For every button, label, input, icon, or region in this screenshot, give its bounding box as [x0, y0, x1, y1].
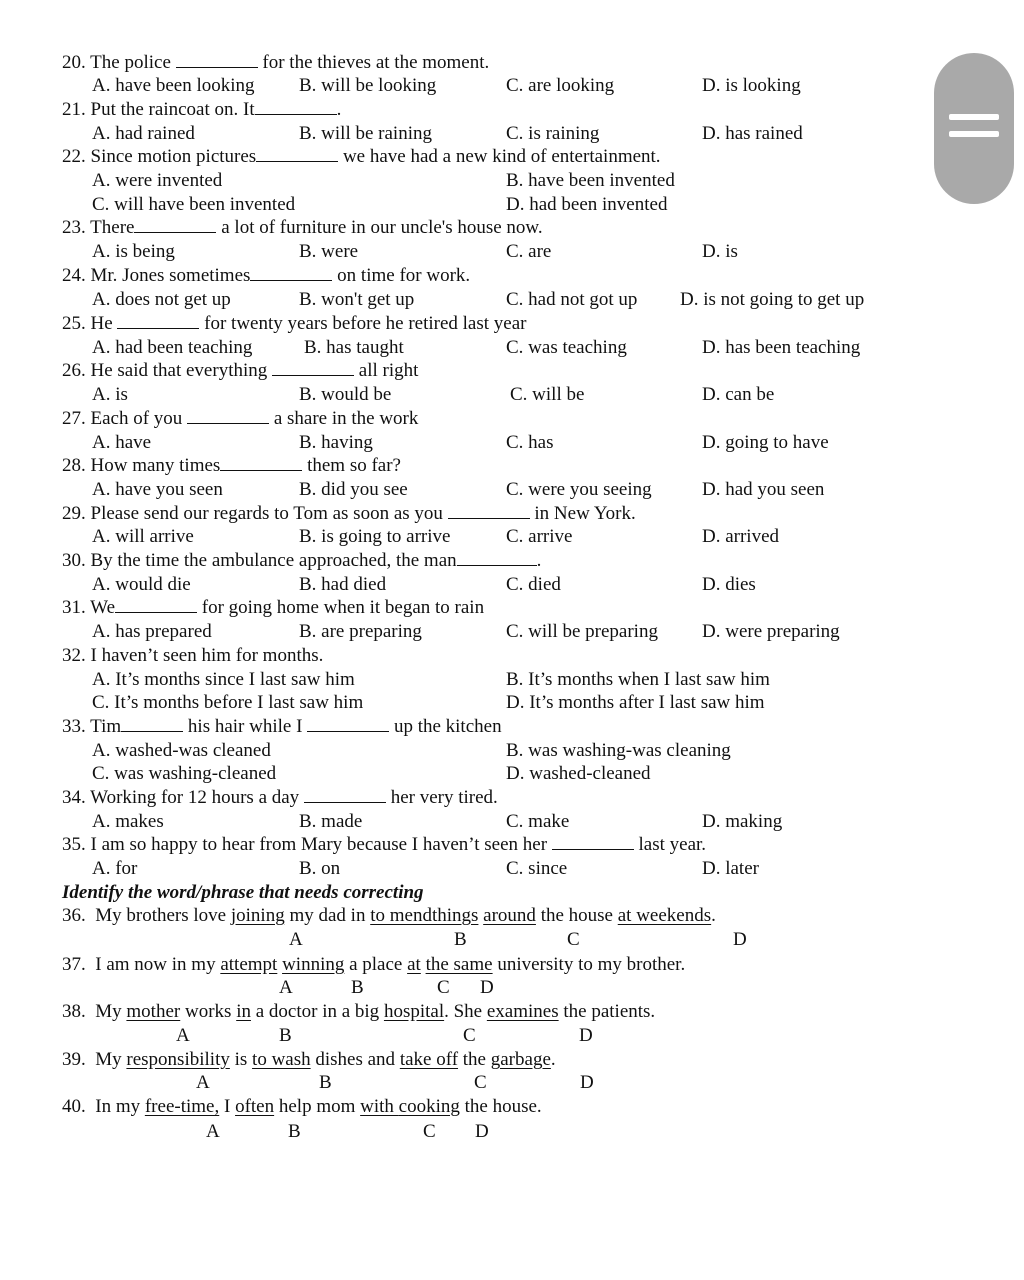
- letter-c: C: [474, 1072, 487, 1093]
- underlined-b[interactable]: to mendthings: [370, 905, 479, 926]
- question-stem: 29. Please send our regards to Tom as soon as you in New York.: [62, 503, 636, 524]
- underlined-b[interactable]: often: [235, 1096, 275, 1117]
- question-sentence: 37. I am now in my attempt winning a place at the same university to my brother.: [62, 954, 686, 975]
- letter-a: A: [289, 929, 303, 950]
- option-a[interactable]: A. have: [92, 432, 152, 453]
- option-b[interactable]: B. would be: [299, 384, 392, 405]
- option-d[interactable]: D. were preparing: [702, 621, 840, 642]
- underlined-a[interactable]: free-time,: [144, 1096, 220, 1117]
- option-a[interactable]: A. have you seen: [92, 479, 223, 500]
- question-stem: 30. By the time the ambulance approached, the man .: [62, 550, 542, 571]
- letter-d: D: [480, 977, 494, 998]
- option-b[interactable]: B. won't get up: [299, 289, 415, 310]
- letter-a: A: [176, 1025, 190, 1046]
- option-b[interactable]: B. did you see: [299, 479, 408, 500]
- underlined-c[interactable]: around: [483, 905, 536, 926]
- option-a[interactable]: A. It’s months since I last saw him: [92, 669, 355, 690]
- letter-c: C: [463, 1025, 476, 1046]
- option-d[interactable]: D. has been teaching: [702, 337, 861, 358]
- question-stem: 25. He for twenty years before he retired last year: [62, 313, 527, 334]
- option-d[interactable]: D. has rained: [702, 123, 803, 144]
- option-d[interactable]: D. washed-cleaned: [506, 763, 651, 784]
- option-d[interactable]: D. is looking: [702, 75, 801, 96]
- underlined-c[interactable]: at: [407, 954, 421, 975]
- option-b[interactable]: B. are preparing: [299, 621, 422, 642]
- letter-d: D: [579, 1025, 593, 1046]
- option-b[interactable]: B. had died: [299, 574, 387, 595]
- option-c[interactable]: C. are looking: [506, 75, 615, 96]
- option-c[interactable]: C. will have been invented: [92, 194, 296, 215]
- option-d[interactable]: D. is not going to get up: [680, 289, 865, 310]
- question-stem: 26. He said that everything all right: [62, 360, 419, 381]
- option-c[interactable]: C. will be: [510, 384, 585, 405]
- option-a[interactable]: A. does not get up: [92, 289, 231, 310]
- option-b[interactable]: B. have been invented: [506, 170, 675, 191]
- option-a[interactable]: A. is being: [92, 241, 175, 262]
- question-stem: 32. I haven’t seen him for months.: [62, 645, 324, 666]
- option-d[interactable]: D. arrived: [702, 526, 780, 547]
- letter-b: B: [288, 1121, 301, 1142]
- question-stem: 22. Since motion pictures we have had a new kind of entertainment.: [62, 146, 661, 167]
- section-title: Identify the word/phrase that needs correcting: [62, 882, 424, 903]
- option-c[interactable]: C. It’s months before I last saw him: [92, 692, 364, 713]
- option-a[interactable]: A. for: [92, 858, 138, 879]
- letter-b: B: [279, 1025, 292, 1046]
- option-b[interactable]: B. has taught: [304, 337, 404, 358]
- floating-menu-button[interactable]: [934, 53, 1014, 204]
- underlined-c[interactable]: with: [360, 1096, 399, 1117]
- letter-a: A: [196, 1072, 210, 1093]
- letter-c: C: [567, 929, 580, 950]
- letter-d: D: [475, 1121, 489, 1142]
- option-a[interactable]: A. has prepared: [92, 621, 212, 642]
- question-stem: 20. The police for the thieves at the moment.: [62, 52, 490, 73]
- option-b[interactable]: B. on: [299, 858, 341, 879]
- letter-c: C: [437, 977, 450, 998]
- option-c[interactable]: C. will be preparing: [506, 621, 658, 642]
- underlined-d[interactable]: cooking: [398, 1096, 460, 1117]
- underlined-a[interactable]: attempt: [220, 954, 278, 975]
- underlined-d[interactable]: at weekends: [617, 905, 712, 926]
- underlined-b[interactable]: to wash: [252, 1049, 311, 1070]
- letter-b: B: [319, 1072, 332, 1093]
- letter-d: D: [733, 929, 747, 950]
- question-sentence: 39. My responsibility is to wash dishes and take off the garbage.: [62, 1049, 556, 1070]
- letter-c: C: [423, 1121, 436, 1142]
- underlined-c[interactable]: take off: [399, 1049, 459, 1070]
- option-a[interactable]: A. will arrive: [92, 526, 194, 547]
- question-stem: 35. I am so happy to hear from Mary because I haven’t seen her last year.: [62, 834, 707, 855]
- question-sentence: 36. My brothers love joining my dad in to mendthings around the house at weekends.: [62, 905, 716, 926]
- option-b[interactable]: B. will be raining: [299, 123, 432, 144]
- underlined-a[interactable]: responsibility: [126, 1049, 230, 1070]
- question-stem: 33. Tim his hair while I up the kitchen: [62, 716, 502, 737]
- option-c[interactable]: C. was teaching: [506, 337, 627, 358]
- option-d[interactable]: D. It’s months after I last saw him: [506, 692, 765, 713]
- option-d[interactable]: D. later: [702, 858, 759, 879]
- underlined-d[interactable]: garbage: [490, 1049, 551, 1070]
- option-b[interactable]: B. is going to arrive: [299, 526, 451, 547]
- option-c[interactable]: C. had not got up: [506, 289, 638, 310]
- option-c[interactable]: C. has: [506, 432, 554, 453]
- option-b[interactable]: B. It’s months when I last saw him: [506, 669, 770, 690]
- option-d[interactable]: D. can be: [702, 384, 775, 405]
- letter-a: A: [279, 977, 293, 998]
- underlined-d[interactable]: the same: [425, 954, 493, 975]
- option-c[interactable]: C. died: [506, 574, 561, 595]
- question-sentence: 40. In my free-time, I often help mom with cooking the house.: [62, 1096, 542, 1117]
- question-stem: 31. We for going home when it began to rain: [62, 597, 485, 618]
- question-stem: 34. Working for 12 hours a day her very tired.: [62, 787, 498, 808]
- underlined-d[interactable]: examines: [486, 1001, 559, 1022]
- option-a[interactable]: A. had rained: [92, 123, 195, 144]
- letter-b: B: [454, 929, 467, 950]
- question-stem: 23. There a lot of furniture in our uncle's house now.: [62, 217, 543, 238]
- option-c[interactable]: C. are: [506, 241, 552, 262]
- letter-d: D: [580, 1072, 594, 1093]
- option-c[interactable]: C. was washing-cleaned: [92, 763, 277, 784]
- option-a[interactable]: A. washed-was cleaned: [92, 740, 271, 761]
- question-sentence: 38. My mother works in a doctor in a big hospital. She examines the patients.: [62, 1001, 656, 1022]
- option-b[interactable]: B. having: [299, 432, 373, 453]
- underlined-a[interactable]: mother: [126, 1001, 181, 1022]
- option-d[interactable]: D. making: [702, 811, 783, 832]
- letter-b: B: [351, 977, 364, 998]
- option-a[interactable]: A. were invented: [92, 170, 223, 191]
- option-a[interactable]: A. is: [92, 384, 128, 405]
- option-d[interactable]: D. is: [702, 241, 738, 262]
- option-c[interactable]: C. since: [506, 858, 568, 879]
- underlined-a[interactable]: joining: [230, 905, 285, 926]
- letter-a: A: [206, 1121, 220, 1142]
- option-a[interactable]: A. would die: [92, 574, 191, 595]
- question-stem: 28. How many times them so far?: [62, 455, 401, 476]
- option-b[interactable]: B. made: [299, 811, 363, 832]
- option-b[interactable]: B. was washing-was cleaning: [506, 740, 731, 761]
- option-a[interactable]: A. had been teaching: [92, 337, 253, 358]
- option-d[interactable]: D. had you seen: [702, 479, 825, 500]
- option-b[interactable]: B. were: [299, 241, 359, 262]
- underlined-b[interactable]: in: [236, 1001, 251, 1022]
- option-d[interactable]: D. had been invented: [506, 194, 668, 215]
- option-a[interactable]: A. have been looking: [92, 75, 255, 96]
- option-d[interactable]: D. dies: [702, 574, 756, 595]
- option-c[interactable]: C. were you seeing: [506, 479, 652, 500]
- option-b[interactable]: B. will be looking: [299, 75, 437, 96]
- question-stem: 21. Put the raincoat on. It .: [62, 99, 342, 120]
- question-stem: 24. Mr. Jones sometimes on time for work.: [62, 265, 471, 286]
- option-a[interactable]: A. makes: [92, 811, 164, 832]
- option-c[interactable]: C. is raining: [506, 123, 600, 144]
- underlined-b[interactable]: winning: [282, 954, 345, 975]
- option-c[interactable]: C. make: [506, 811, 570, 832]
- option-d[interactable]: D. going to have: [702, 432, 829, 453]
- option-c[interactable]: C. arrive: [506, 526, 573, 547]
- underlined-c[interactable]: hospital: [383, 1001, 445, 1022]
- question-stem: 27. Each of you a share in the work: [62, 408, 419, 429]
